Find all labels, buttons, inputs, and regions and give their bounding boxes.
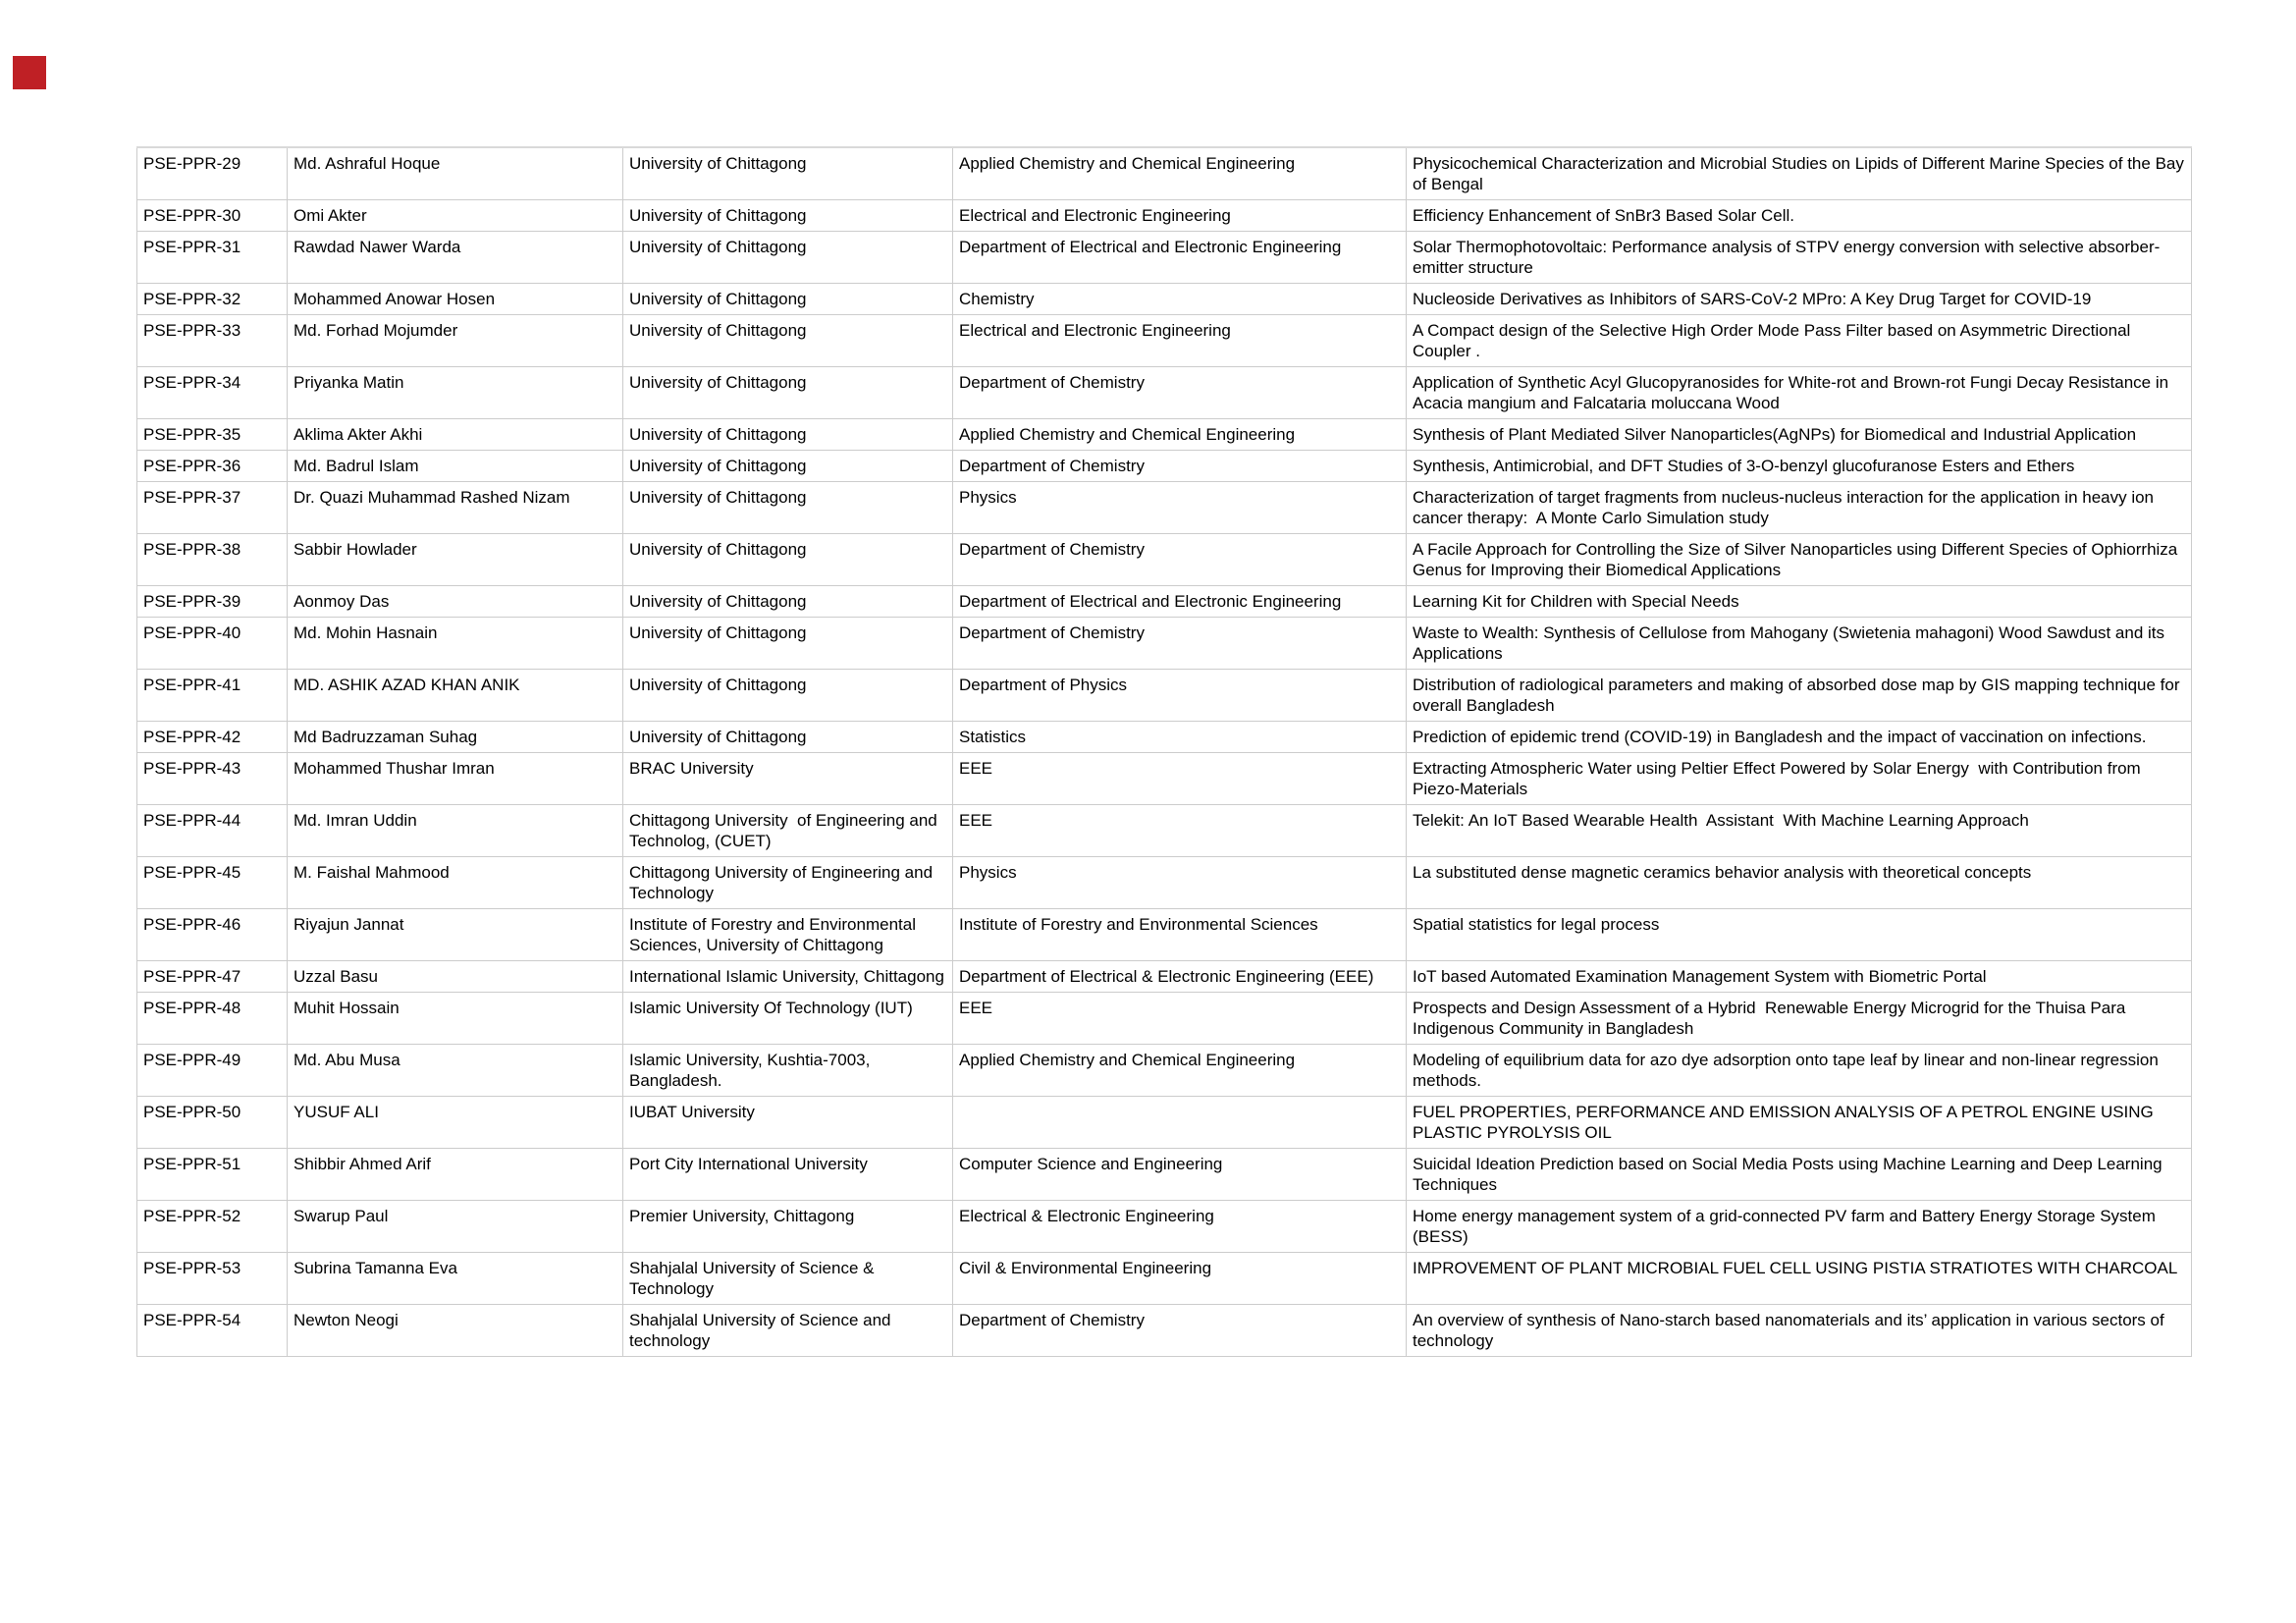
cell-paper-id: PSE-PPR-49 xyxy=(137,1045,288,1097)
cell-paper-id: PSE-PPR-38 xyxy=(137,534,288,586)
cell-paper-title: Application of Synthetic Acyl Glucopyranosides for White-rot and Brown-rot Fungi Decay Resistance in Acacia mangium and Falcataria moluccana Wood xyxy=(1407,367,2192,419)
cell-university: Chittagong University of Engineering and Technology xyxy=(623,857,953,909)
cell-university: University of Chittagong xyxy=(623,147,953,200)
table-row xyxy=(137,482,2192,534)
cell-paper-id: PSE-PPR-42 xyxy=(137,722,288,753)
cell-university: Islamic University Of Technology (IUT) xyxy=(623,993,953,1045)
cell-paper-title: Physicochemical Characterization and Microbial Studies on Lipids of Different Marine Species of the Bay of Bengal xyxy=(1407,147,2192,200)
cell-paper-id: PSE-PPR-34 xyxy=(137,367,288,419)
cell-university: Institute of Forestry and Environmental Sciences, University of Chittagong xyxy=(623,909,953,961)
table-row xyxy=(137,419,2192,451)
cell-department: Chemistry xyxy=(953,284,1407,315)
cell-department: Physics xyxy=(953,857,1407,909)
cell-department: Department of Chemistry xyxy=(953,618,1407,670)
cell-paper-id: PSE-PPR-48 xyxy=(137,993,288,1045)
cell-department: Department of Electrical and Electronic Engineering xyxy=(953,586,1407,618)
cell-department: Department of Electrical and Electronic Engineering xyxy=(953,232,1407,284)
cell-paper-title: Characterization of target fragments from nucleus-nucleus interaction for the application in heavy ion cancer therapy: A Monte Carlo Simulation study xyxy=(1407,482,2192,534)
cell-author-name: Swarup Paul xyxy=(288,1201,623,1253)
cell-paper-title: IMPROVEMENT OF PLANT MICROBIAL FUEL CELL USING PISTIA STRATIOTES WITH CHARCOAL xyxy=(1407,1253,2192,1305)
cell-department: Department of Physics xyxy=(953,670,1407,722)
cell-author-name: Uzzal Basu xyxy=(288,961,623,993)
table-row xyxy=(137,367,2192,419)
cell-paper-id: PSE-PPR-47 xyxy=(137,961,288,993)
cell-paper-id: PSE-PPR-36 xyxy=(137,451,288,482)
cell-author-name: Dr. Quazi Muhammad Rashed Nizam xyxy=(288,482,623,534)
cell-paper-id: PSE-PPR-37 xyxy=(137,482,288,534)
cell-paper-id: PSE-PPR-39 xyxy=(137,586,288,618)
cell-paper-title: A Compact design of the Selective High Order Mode Pass Filter based on Asymmetric Directional Coupler . xyxy=(1407,315,2192,367)
cell-author-name: YUSUF ALI xyxy=(288,1097,623,1149)
cell-paper-title: Synthesis of Plant Mediated Silver Nanoparticles(AgNPs) for Biomedical and Industrial Application xyxy=(1407,419,2192,451)
cell-department: Applied Chemistry and Chemical Engineering xyxy=(953,147,1407,200)
cell-university: Islamic University, Kushtia-7003, Bangladesh. xyxy=(623,1045,953,1097)
cell-paper-title: FUEL PROPERTIES, PERFORMANCE AND EMISSION ANALYSIS OF A PETROL ENGINE USING PLASTIC PYROLYSIS OIL xyxy=(1407,1097,2192,1149)
table-row xyxy=(137,586,2192,618)
table-row xyxy=(137,722,2192,753)
cell-paper-title: Prediction of epidemic trend (COVID-19) in Bangladesh and the impact of vaccination on infections. xyxy=(1407,722,2192,753)
cell-university: Chittagong University of Engineering and Technolog, (CUET) xyxy=(623,805,953,857)
table-row xyxy=(137,200,2192,232)
cell-department: Electrical and Electronic Engineering xyxy=(953,315,1407,367)
cell-paper-title: Home energy management system of a grid-connected PV farm and Battery Energy Storage System (BESS) xyxy=(1407,1201,2192,1253)
cell-paper-id: PSE-PPR-32 xyxy=(137,284,288,315)
table-row xyxy=(137,909,2192,961)
table-row xyxy=(137,284,2192,315)
cell-department: Electrical & Electronic Engineering xyxy=(953,1201,1407,1253)
cell-author-name: Md. Ashraful Hoque xyxy=(288,147,623,200)
cell-author-name: Rawdad Nawer Warda xyxy=(288,232,623,284)
cell-university: Port City International University xyxy=(623,1149,953,1201)
table-row xyxy=(137,618,2192,670)
cell-paper-title: Spatial statistics for legal process xyxy=(1407,909,2192,961)
cell-author-name: Aonmoy Das xyxy=(288,586,623,618)
cell-paper-title: Prospects and Design Assessment of a Hybrid Renewable Energy Microgrid for the Thuisa Para Indigenous Community in Bangladesh xyxy=(1407,993,2192,1045)
cell-university: IUBAT University xyxy=(623,1097,953,1149)
cell-university: University of Chittagong xyxy=(623,284,953,315)
cell-paper-title: Learning Kit for Children with Special Needs xyxy=(1407,586,2192,618)
cell-paper-id: PSE-PPR-31 xyxy=(137,232,288,284)
cell-paper-id: PSE-PPR-43 xyxy=(137,753,288,805)
table-row xyxy=(137,147,2192,200)
cell-author-name: M. Faishal Mahmood xyxy=(288,857,623,909)
cell-author-name: Omi Akter xyxy=(288,200,623,232)
cell-author-name: Md. Forhad Mojumder xyxy=(288,315,623,367)
cell-university: BRAC University xyxy=(623,753,953,805)
cell-paper-title: La substituted dense magnetic ceramics behavior analysis with theoretical concepts xyxy=(1407,857,2192,909)
cell-department: Physics xyxy=(953,482,1407,534)
table-row xyxy=(137,534,2192,586)
cell-paper-id: PSE-PPR-30 xyxy=(137,200,288,232)
cell-paper-id: PSE-PPR-44 xyxy=(137,805,288,857)
cell-university: University of Chittagong xyxy=(623,200,953,232)
table-row xyxy=(137,961,2192,993)
cell-author-name: Riyajun Jannat xyxy=(288,909,623,961)
cell-author-name: Shibbir Ahmed Arif xyxy=(288,1149,623,1201)
cell-author-name: Mohammed Anowar Hosen xyxy=(288,284,623,315)
cell-paper-title: Synthesis, Antimicrobial, and DFT Studies of 3-O-benzyl glucofuranose Esters and Ethers xyxy=(1407,451,2192,482)
cell-paper-title: Distribution of radiological parameters and making of absorbed dose map by GIS mapping technique for overall Bangladesh xyxy=(1407,670,2192,722)
cell-department: Statistics xyxy=(953,722,1407,753)
cell-department: Electrical and Electronic Engineering xyxy=(953,200,1407,232)
cell-paper-title: IoT based Automated Examination Management System with Biometric Portal xyxy=(1407,961,2192,993)
red-square-marker xyxy=(13,56,46,89)
table-row xyxy=(137,1201,2192,1253)
cell-paper-title: Modeling of equilibrium data for azo dye adsorption onto tape leaf by linear and non-linear regression methods. xyxy=(1407,1045,2192,1097)
cell-paper-title: Efficiency Enhancement of SnBr3 Based Solar Cell. xyxy=(1407,200,2192,232)
table-row xyxy=(137,1045,2192,1097)
cell-paper-title: Extracting Atmospheric Water using Peltier Effect Powered by Solar Energy with Contribution from Piezo-Materials xyxy=(1407,753,2192,805)
cell-department: Institute of Forestry and Environmental Sciences xyxy=(953,909,1407,961)
table-row xyxy=(137,753,2192,805)
cell-university: University of Chittagong xyxy=(623,315,953,367)
cell-paper-id: PSE-PPR-50 xyxy=(137,1097,288,1149)
cell-department: EEE xyxy=(953,753,1407,805)
cell-department: EEE xyxy=(953,805,1407,857)
cell-university: University of Chittagong xyxy=(623,618,953,670)
cell-author-name: Aklima Akter Akhi xyxy=(288,419,623,451)
cell-department: Applied Chemistry and Chemical Engineering xyxy=(953,1045,1407,1097)
cell-paper-title: An overview of synthesis of Nano-starch based nanomaterials and its’ application in various sectors of technology xyxy=(1407,1305,2192,1357)
cell-author-name: Priyanka Matin xyxy=(288,367,623,419)
cell-paper-title: Nucleoside Derivatives as Inhibitors of SARS-CoV-2 MPro: A Key Drug Target for COVID-19 xyxy=(1407,284,2192,315)
cell-paper-title: Suicidal Ideation Prediction based on Social Media Posts using Machine Learning and Deep Learning Techniques xyxy=(1407,1149,2192,1201)
table-row xyxy=(137,315,2192,367)
cell-paper-title: Telekit: An IoT Based Wearable Health Assistant With Machine Learning Approach xyxy=(1407,805,2192,857)
table-row xyxy=(137,1253,2192,1305)
table-row xyxy=(137,670,2192,722)
cell-paper-id: PSE-PPR-41 xyxy=(137,670,288,722)
papers-table-body xyxy=(137,147,2192,1357)
cell-department: Applied Chemistry and Chemical Engineering xyxy=(953,419,1407,451)
cell-university: Premier University, Chittagong xyxy=(623,1201,953,1253)
cell-department: Department of Electrical & Electronic Engineering (EEE) xyxy=(953,961,1407,993)
papers-table xyxy=(136,146,2192,1357)
cell-paper-id: PSE-PPR-51 xyxy=(137,1149,288,1201)
cell-university: University of Chittagong xyxy=(623,367,953,419)
table-row xyxy=(137,232,2192,284)
cell-university: University of Chittagong xyxy=(623,232,953,284)
cell-paper-id: PSE-PPR-40 xyxy=(137,618,288,670)
cell-author-name: Sabbir Howlader xyxy=(288,534,623,586)
cell-paper-id: PSE-PPR-52 xyxy=(137,1201,288,1253)
table-row xyxy=(137,1305,2192,1357)
cell-author-name: Md. Mohin Hasnain xyxy=(288,618,623,670)
cell-author-name: Muhit Hossain xyxy=(288,993,623,1045)
cell-department: Department of Chemistry xyxy=(953,534,1407,586)
cell-paper-id: PSE-PPR-45 xyxy=(137,857,288,909)
cell-author-name: Md Badruzzaman Suhag xyxy=(288,722,623,753)
cell-author-name: Subrina Tamanna Eva xyxy=(288,1253,623,1305)
cell-paper-id: PSE-PPR-54 xyxy=(137,1305,288,1357)
table-row xyxy=(137,1097,2192,1149)
cell-author-name: Md. Imran Uddin xyxy=(288,805,623,857)
cell-university: University of Chittagong xyxy=(623,534,953,586)
table-row xyxy=(137,805,2192,857)
cell-author-name: Newton Neogi xyxy=(288,1305,623,1357)
cell-author-name: Md. Badrul Islam xyxy=(288,451,623,482)
cell-paper-title: Solar Thermophotovoltaic: Performance analysis of STPV energy conversion with selective absorber-emitter structure xyxy=(1407,232,2192,284)
cell-university: University of Chittagong xyxy=(623,670,953,722)
cell-university: Shahjalal University of Science and technology xyxy=(623,1305,953,1357)
cell-paper-id: PSE-PPR-33 xyxy=(137,315,288,367)
cell-university: University of Chittagong xyxy=(623,482,953,534)
cell-author-name: Mohammed Thushar Imran xyxy=(288,753,623,805)
cell-department: Computer Science and Engineering xyxy=(953,1149,1407,1201)
cell-department: EEE xyxy=(953,993,1407,1045)
cell-paper-title: Waste to Wealth: Synthesis of Cellulose from Mahogany (Swietenia mahagoni) Wood Sawdust and its Applications xyxy=(1407,618,2192,670)
cell-author-name: Md. Abu Musa xyxy=(288,1045,623,1097)
cell-author-name: MD. ASHIK AZAD KHAN ANIK xyxy=(288,670,623,722)
table-row xyxy=(137,1149,2192,1201)
cell-university: University of Chittagong xyxy=(623,722,953,753)
cell-university: International Islamic University, Chittagong xyxy=(623,961,953,993)
cell-department: Department of Chemistry xyxy=(953,451,1407,482)
cell-paper-id: PSE-PPR-46 xyxy=(137,909,288,961)
cell-university: Shahjalal University of Science & Technology xyxy=(623,1253,953,1305)
cell-paper-title: A Facile Approach for Controlling the Size of Silver Nanoparticles using Different Species of Ophiorrhiza Genus for Improving their Biomedical Applications xyxy=(1407,534,2192,586)
cell-university: University of Chittagong xyxy=(623,451,953,482)
table-row xyxy=(137,451,2192,482)
cell-department: Department of Chemistry xyxy=(953,367,1407,419)
cell-department: Department of Chemistry xyxy=(953,1305,1407,1357)
cell-paper-id: PSE-PPR-35 xyxy=(137,419,288,451)
cell-department: Civil & Environmental Engineering xyxy=(953,1253,1407,1305)
table-row xyxy=(137,993,2192,1045)
cell-paper-id: PSE-PPR-53 xyxy=(137,1253,288,1305)
cell-university: University of Chittagong xyxy=(623,419,953,451)
cell-department xyxy=(953,1097,1407,1149)
cell-paper-id: PSE-PPR-29 xyxy=(137,147,288,200)
table-row xyxy=(137,857,2192,909)
cell-university: University of Chittagong xyxy=(623,586,953,618)
